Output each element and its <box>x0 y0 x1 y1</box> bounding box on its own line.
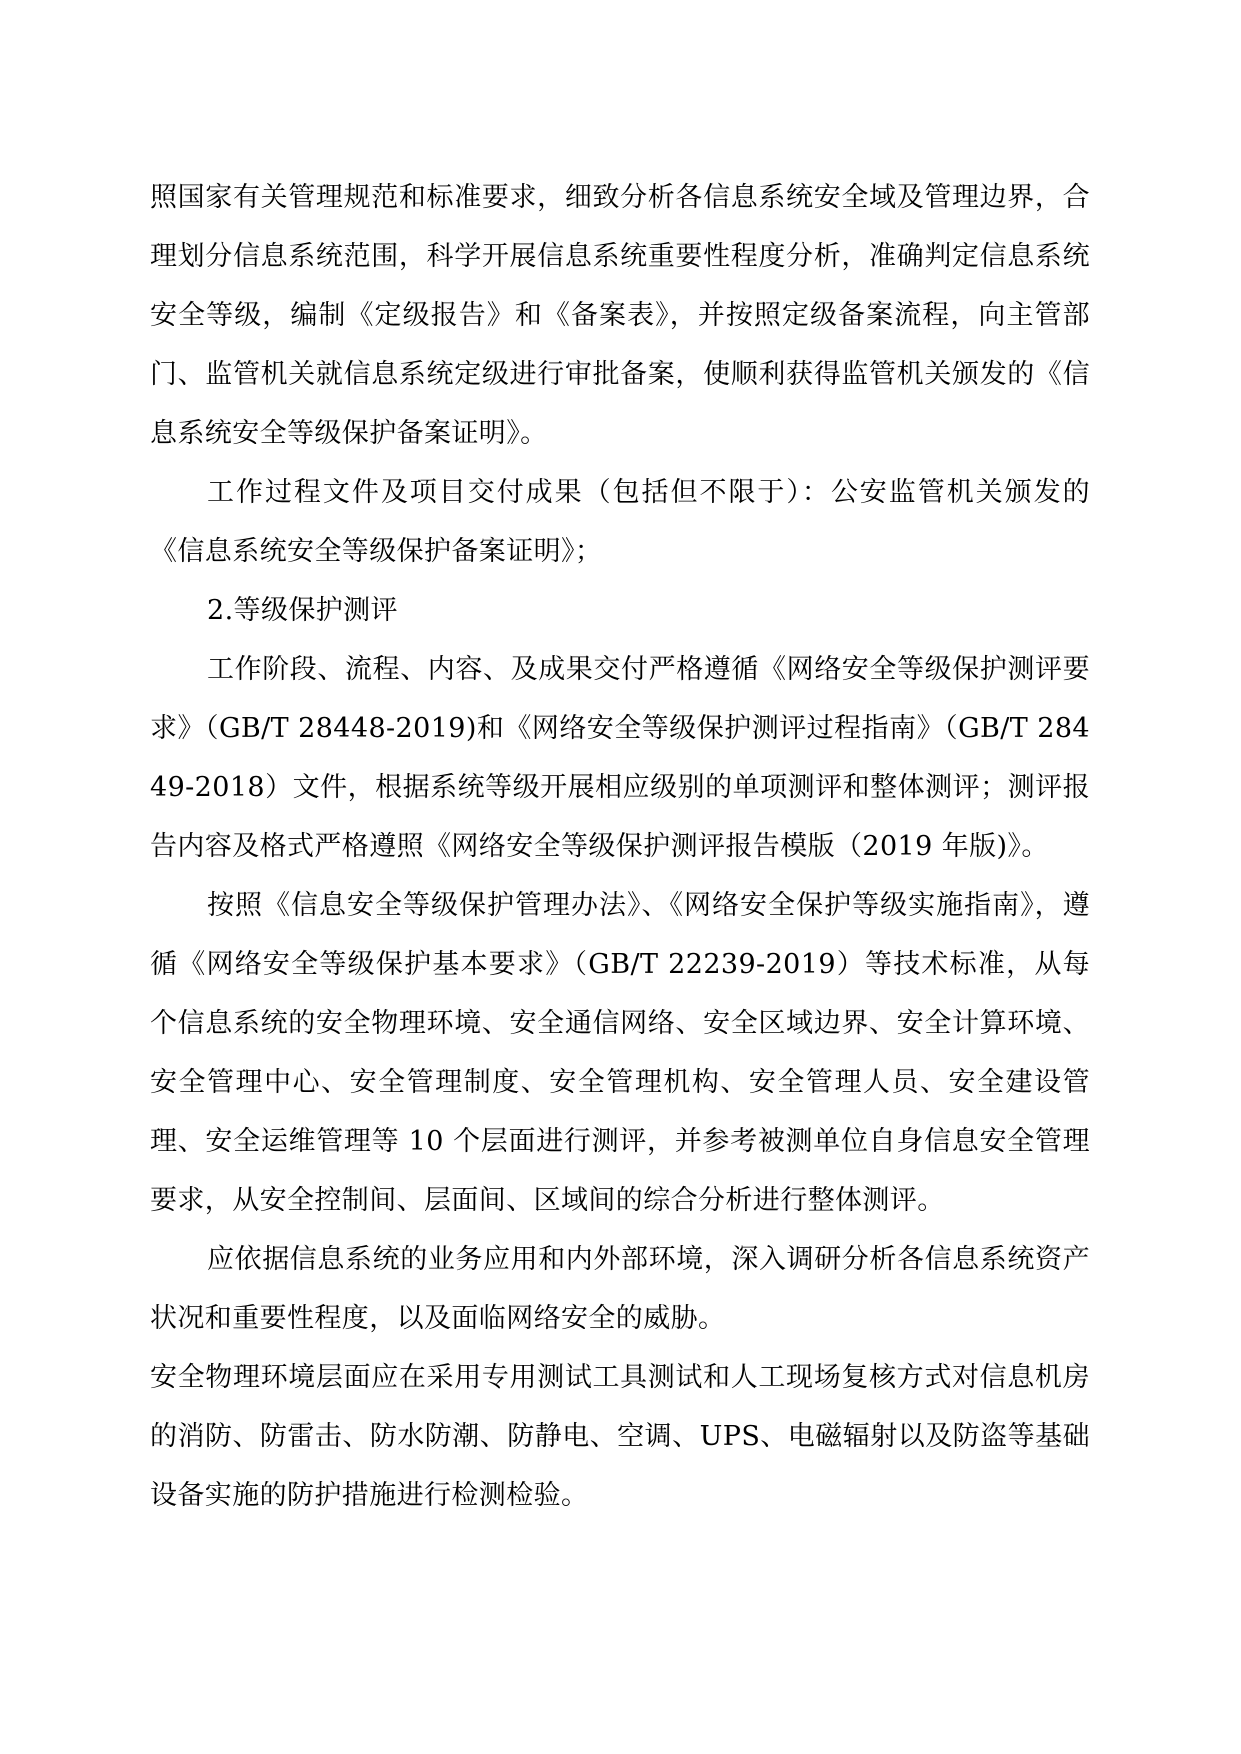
paragraph-p2: 工作过程文件及项目交付成果（包括但不限于）：公安监管机关颁发的《信息系统安全等级保护备案证明》； <box>150 477 1090 567</box>
section-heading-grade-protection-evaluation: 2.等级保护测评 <box>207 595 398 626</box>
paragraph-p5: 按照《信息安全等级保护管理办法》、《网络安全保护等级实施指南》，遵循《网络安全等级保护基本要求》（GB/T 22239-2019）等技术标准，从每个信息系统的安全物理环境、安全通信网络、安全区域边界、安全计算环境、安全管理中心、安全管理制度、安全管理机构、安全管理人员、安全建设管理、安全运维管理等 10 个层面进行测评，并参考被测单位自身信息安全管理要求，从安全控制间、层面间、区域间的综合分析进行整体测评。 <box>150 890 1090 1216</box>
paragraph-p7: 安全物理环境层面应在采用专用测试工具测试和人工现场复核方式对信息机房的消防、防雷击、防水防潮、防静电、空调、UPS、电磁辐射以及防盗等基础设备实施的防护措施进行检测检验。 <box>150 1362 1090 1511</box>
paragraph-p6: 应依据信息系统的业务应用和内外部环境，深入调研分析各信息系统资产状况和重要性程度，以及面临网络安全的威胁。 <box>150 1244 1090 1334</box>
paragraph-p1: 照国家有关管理规范和标准要求，细致分析各信息系统安全域及管理边界，合理划分信息系统范围，科学开展信息系统重要性程度分析，准确判定信息系统安全等级，编制《定级报告》和《备案表》，并按照定级备案流程，向主管部门、监管机关就信息系统定级进行审批备案，使顺利获得监管机关颁发的《信息系统安全等级保护备案证明》。 <box>150 182 1090 449</box>
paragraph-p4: 工作阶段、流程、内容、及成果交付严格遵循《网络安全等级保护测评要求》（GB/T 28448-2019)和《网络安全等级保护测评过程指南》（GB/T 28449-2018）文件，根据系统等级开展相应级别的单项测评和整体测评；测评报告内容及格式严格遵照《网络安全等级保护测评报告模版（2019 年版)》。 <box>150 654 1090 862</box>
document-body <box>150 168 1090 1525</box>
